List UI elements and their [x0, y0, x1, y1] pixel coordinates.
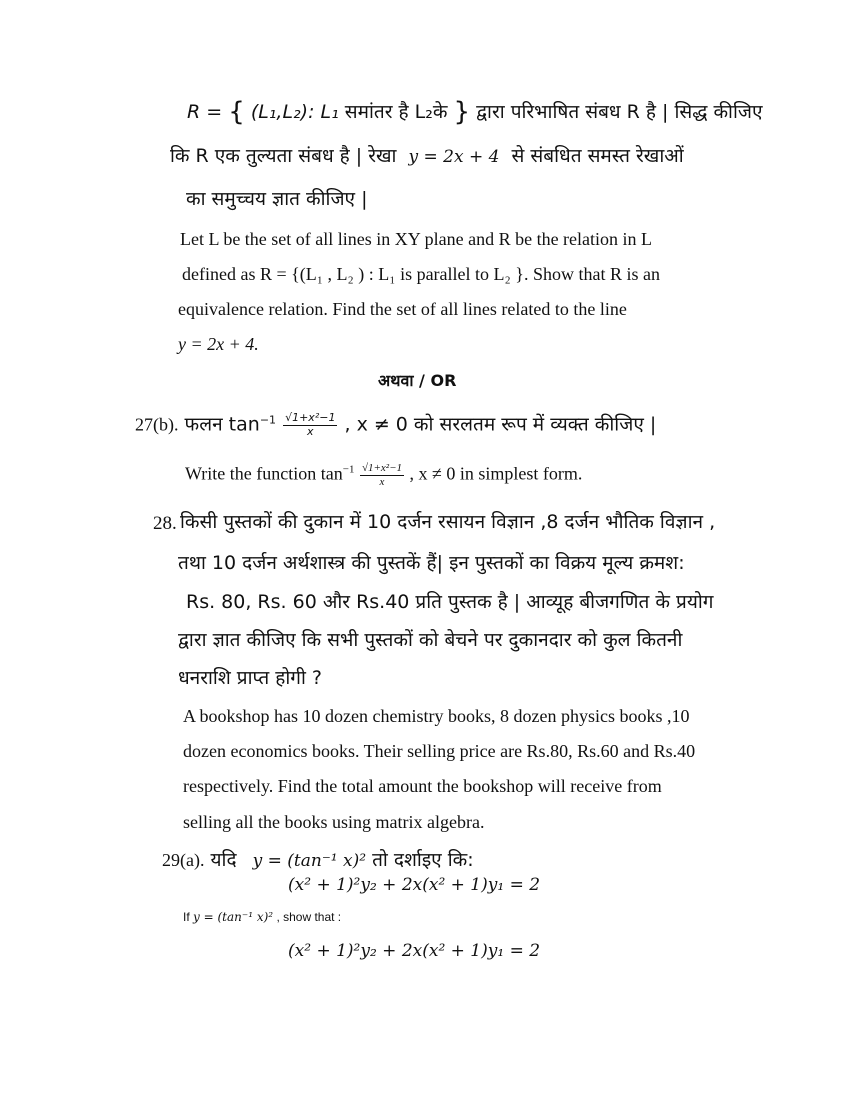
q27b-english-inverse-sup: −1	[342, 463, 355, 476]
q29a-hindi	[162, 850, 474, 871]
relation-set-text: समांतर है L₂के	[344, 100, 448, 123]
q29a-hindi-if: यदि	[210, 849, 237, 871]
q29a-equation: (x² + 1)²y₂ + 2x(x² + 1)y₁ = 2	[288, 875, 541, 895]
q29a-number: 29(a).	[162, 850, 205, 870]
q26-english-line-1: Let L be the set of all lines in XY plane and R be the relation in L	[180, 229, 653, 249]
q26-hindi-line-2	[170, 146, 684, 167]
q29a-english-function: y = (tan⁻¹ x)²	[193, 910, 274, 924]
q27b-english	[185, 462, 582, 488]
right-brace: }	[453, 97, 471, 127]
q27b-hindi-post: , x ≠ 0 को सरलतम रूप में व्यक्त कीजिए |	[344, 413, 657, 436]
q27b-number: 27(b).	[135, 414, 179, 435]
q29a-english	[183, 911, 341, 924]
left-brace: {	[228, 97, 245, 127]
q28-number: 28.	[153, 513, 177, 534]
q27b-english-pre: Write the function tan	[185, 463, 343, 484]
q28-english-line-3: respectively. Find the total amount the bookshop will receive from	[183, 776, 662, 796]
relation-set-math: (L₁,L₂): L₁	[250, 100, 339, 123]
q27b-hindi-pre: फलन tan	[184, 413, 260, 436]
q26-english-line-2: defined as R = {(L₁ , L₂ ) : L₁ is parallel to L₂ }. Show that R is an	[182, 264, 660, 284]
equals-sign: =	[206, 100, 229, 123]
q27b-english-fraction-denominator: x	[379, 475, 385, 488]
q26-hindi-line-3: का समुच्चय ज्ञात कीजिए |	[186, 188, 368, 210]
q27b-english-post: , x ≠ 0 in simplest form.	[409, 463, 583, 484]
line-equation: y = 2x + 4	[408, 147, 500, 167]
q29a-hindi-show: तो दर्शाइए कि:	[372, 849, 474, 871]
q27b-fraction-denominator: x	[307, 424, 314, 438]
q27b-english-fraction	[360, 462, 404, 488]
relation-tail: द्वारा परिभाषित संबध R है | सिद्ध कीजिए	[476, 100, 763, 123]
q28-hindi-line-1: किसी पुस्तकों की दुकान में 10 दर्जन रसायन विज्ञान ,8 दर्जन भौतिक विज्ञान ,	[180, 511, 716, 533]
q28-hindi-line-4: द्वारा ज्ञात कीजिए कि सभी पुस्तकों को बेचने पर दुकानदार को कुल कितनी	[178, 629, 683, 651]
q27b-english-fraction-numerator: √1+x²−1	[361, 462, 403, 474]
q27b-hindi	[135, 412, 656, 438]
q28-hindi-line-2: तथा 10 दर्जन अर्थशास्त्र की पुस्तकें हैं| इन पुस्तकों का विक्रय मूल्य क्रमश:	[178, 552, 685, 574]
q28-english-line-2: dozen economics books. Their selling price are Rs.80, Rs.60 and Rs.40	[183, 741, 696, 761]
q27b-fraction-numerator: √1+x²−1	[285, 411, 336, 424]
q26-hindi-line-2-tail: से संबधित समस्त रेखाओं	[511, 145, 684, 167]
q26-hindi-line-2-text: कि R एक तुल्यता संबध है | रेखा	[170, 145, 397, 167]
q28-english-line-1: A bookshop has 10 dozen chemistry books, 8 dozen physics books ,10	[183, 706, 690, 726]
q26-english-line-4: y = 2x + 4.	[178, 334, 259, 354]
q26-hindi-line-1	[187, 98, 763, 127]
q29a-english-if: If	[183, 910, 194, 924]
q28-english-line-4: selling all the books using matrix algebra.	[183, 812, 485, 832]
q27b-inverse-sup: −1	[259, 413, 277, 427]
q29a-function: y = (tan⁻¹ x)²	[252, 851, 367, 871]
q28-hindi-line-3: Rs. 80, Rs. 60 और Rs.40 प्रति पुस्तक है | आव्यूह बीजगणित के प्रयोग	[186, 591, 714, 613]
q29a-english-equation: (x² + 1)²y₂ + 2x(x² + 1)y₁ = 2	[288, 941, 541, 961]
q27b-fraction	[283, 412, 337, 438]
relation-symbol: R	[187, 100, 201, 123]
q26-english-line-3: equivalence relation. Find the set of all lines related to the line	[178, 299, 627, 319]
q29a-english-show: , show that :	[276, 910, 342, 924]
q28-hindi-line-5: धनराशि प्राप्त होगी ?	[178, 667, 323, 689]
or-label: अथवा / OR	[378, 371, 457, 390]
